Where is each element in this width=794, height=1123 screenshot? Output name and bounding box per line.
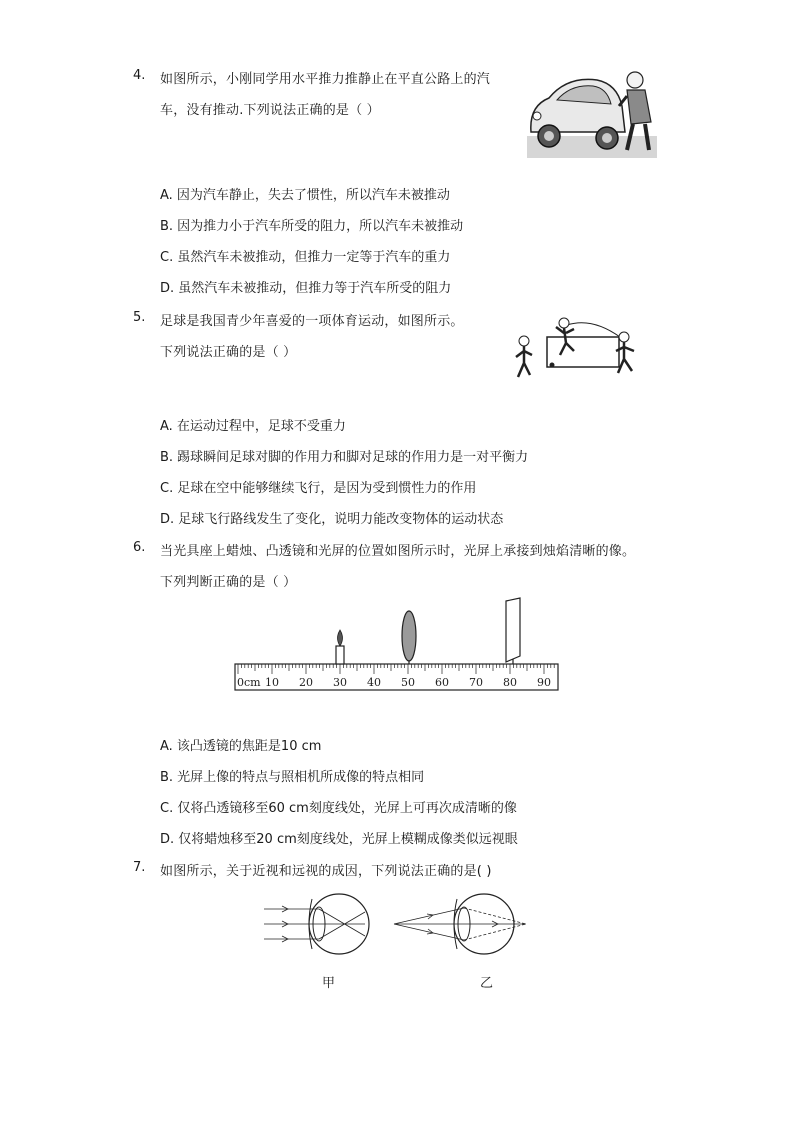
ruler-label: 40 bbox=[367, 676, 381, 689]
figure-label-yi: 乙 bbox=[480, 976, 494, 991]
question-6-stem-line2: 下列判断正确的是（ ） bbox=[160, 575, 297, 590]
question-6-stem-line1: 当光具座上蜡烛、凸透镜和光屏的位置如图所示时，光屏上承接到烛焰清晰的像。 bbox=[160, 544, 636, 559]
ruler-label: 90 bbox=[537, 676, 551, 689]
question-4-option-d: D. 虽然汽车未被推动，但推力等于汽车所受的阻力 bbox=[160, 281, 452, 296]
question-5-option-a: A. 在运动过程中，足球不受重力 bbox=[160, 419, 346, 434]
ruler-label: 50 bbox=[401, 676, 415, 689]
optical-bench-figure bbox=[230, 596, 564, 694]
ruler-label: 30 bbox=[333, 676, 347, 689]
ruler-label: 80 bbox=[503, 676, 517, 689]
myopia-eye-diagram bbox=[264, 894, 369, 954]
convex-lens bbox=[402, 611, 416, 661]
ruler-label: 10 bbox=[265, 676, 279, 689]
question-6-option-d: D. 仅将蜡烛移至20 cm刻度线处，光屏上模糊成像类似远视眼 bbox=[160, 832, 518, 847]
light-screen bbox=[506, 598, 520, 662]
ruler-label: 0cm bbox=[237, 676, 261, 689]
question-5-stem-line2: 下列说法正确的是（ ） bbox=[160, 345, 297, 360]
figure-label-jia: 甲 bbox=[322, 976, 336, 991]
question-4-stem-line1: 如图所示，小刚同学用水平推力推静止在平直公路上的汽 bbox=[160, 72, 491, 87]
candle bbox=[336, 646, 344, 664]
football-kick-illustration bbox=[512, 315, 654, 383]
question-4-option-b: B. 因为推力小于汽车所受的阻力，所以汽车未被推动 bbox=[160, 219, 464, 234]
candle-flame-icon bbox=[338, 630, 343, 646]
question-4-number: 4. bbox=[133, 68, 146, 83]
question-4-option-a: A. 因为汽车静止，失去了惯性，所以汽车未被推动 bbox=[160, 188, 450, 203]
question-5-option-b: B. 踢球瞬间足球对脚的作用力和脚对足球的作用力是一对平衡力 bbox=[160, 450, 529, 465]
question-7-stem-line1: 如图所示，关于近视和远视的成因，下列说法正确的是( ) bbox=[160, 864, 492, 879]
question-5-option-d: D. 足球飞行路线发生了变化，说明力能改变物体的运动状态 bbox=[160, 512, 504, 527]
ruler-label: 70 bbox=[469, 676, 483, 689]
question-5-number: 5. bbox=[133, 310, 146, 325]
question-4-stem-line2: 车，没有推动.下列说法正确的是（ ） bbox=[160, 103, 380, 118]
car-pushing-illustration bbox=[527, 66, 657, 158]
question-5-stem-line1: 足球是我国青少年喜爱的一项体育运动，如图所示。 bbox=[160, 314, 464, 329]
question-4-option-c: C. 虽然汽车未被推动，但推力一定等于汽车的重力 bbox=[160, 250, 451, 265]
ruler-label: 60 bbox=[435, 676, 449, 689]
question-7-number: 7. bbox=[133, 860, 146, 875]
question-6-option-a: A. 该凸透镜的焦距是10 cm bbox=[160, 739, 322, 754]
question-6-number: 6. bbox=[133, 540, 146, 555]
eye-diagrams bbox=[262, 884, 534, 964]
question-5-option-c: C. 足球在空中能够继续飞行，是因为受到惯性力的作用 bbox=[160, 481, 477, 496]
ruler-label: 20 bbox=[299, 676, 313, 689]
question-6-option-b: B. 光屏上像的特点与照相机所成像的特点相同 bbox=[160, 770, 425, 785]
question-6-option-c: C. 仅将凸透镜移至60 cm刻度线处，光屏上可再次成清晰的像 bbox=[160, 801, 517, 816]
hyperopia-eye-diagram bbox=[394, 894, 526, 954]
